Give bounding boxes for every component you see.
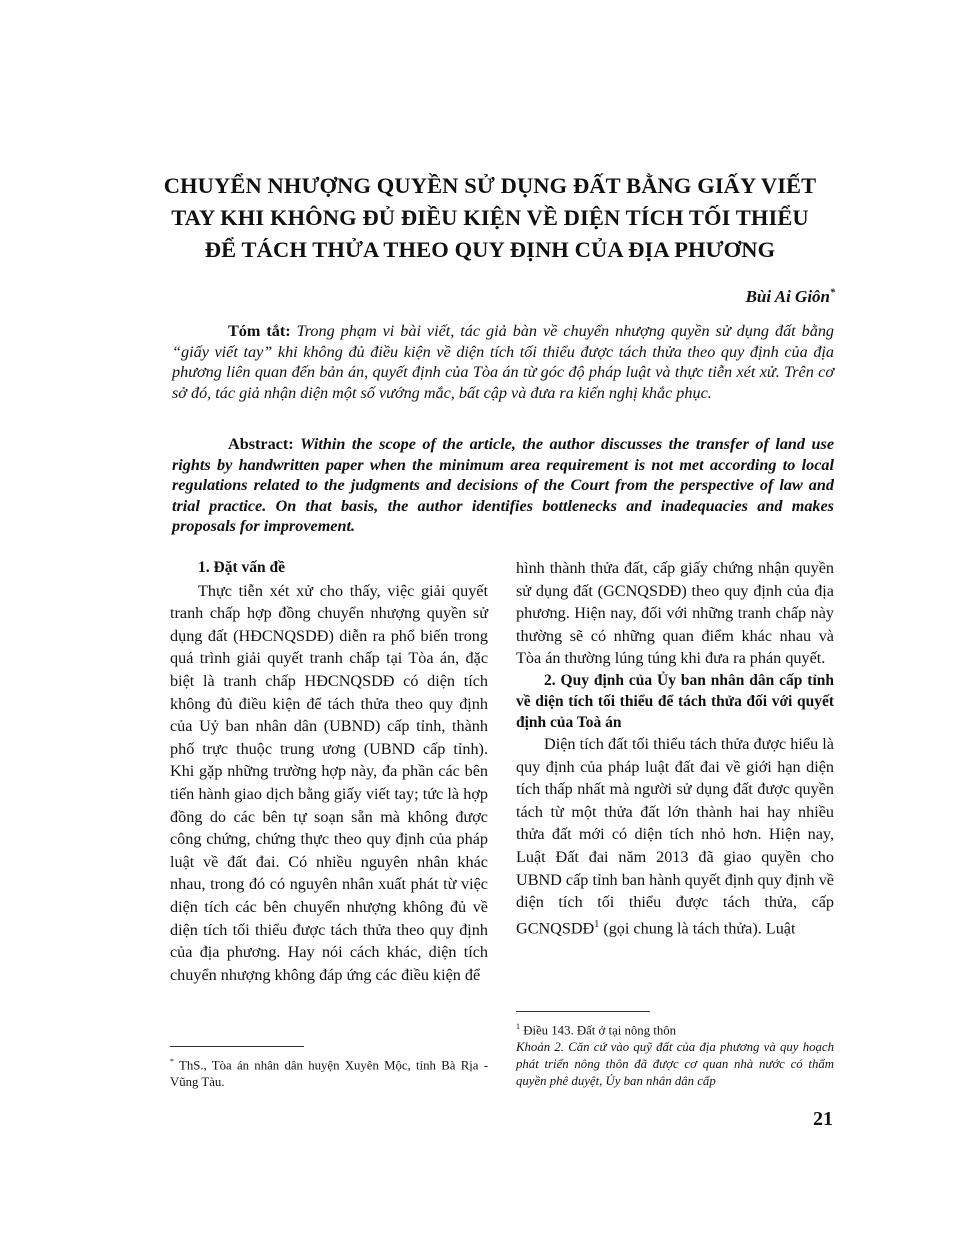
author xyxy=(746,287,835,307)
section-2-heading: 2. Quy định của Ủy ban nhân dân cấp tỉnh về diện tích tối thiểu để tách thửa đối với quyết định của Toà án xyxy=(516,671,834,731)
abstract-vi-label: Tóm tắt: xyxy=(228,322,291,340)
page-number: 21 xyxy=(813,1108,833,1130)
title-line-3: ĐỂ TÁCH THỬA THEO QUY ĐỊNH CỦA ĐỊA PHƯƠNG xyxy=(204,237,776,262)
section-1-paragraph: Thực tiễn xét xử cho thấy, việc giải quyết tranh chấp hợp đồng chuyển nhượng quyền sử dụng đất (HĐCNQSDĐ) diễn ra phổ biến trong quá trình giải quyết tranh chấp tại Tòa án, đặc biệt là tranh chấp HĐCNQSDĐ có diện tích không đủ điều kiện để tách thửa theo quy định của Uỷ ban nhân dân (UBND) cấp tỉnh, thành phố trực thuộc trung ương (UBND cấp tỉnh). Khi gặp những trường hợp này, đa phần các bên tiến hành giao dịch bằng giấy viết tay; tức là hợp đồng do các bên tự soạn sẵn mà không được công chứng, chứng thực theo quy định của pháp luật về đất đai. Có nhiều nguyên nhân khác nhau, trong đó có nguyên nhân xuất phát từ việc diện tích các bên chuyển nhượng không đủ về diện tích tối thiểu được tách thửa theo quy định của địa phương. Hay nói cách khác, diện tích chuyển nhượng không đáp ứng các điều kiện để xyxy=(170,581,488,984)
right-column xyxy=(516,557,834,940)
footnote-1-line1 xyxy=(516,1018,834,1039)
footnote-divider-left xyxy=(170,1046,304,1047)
author-footnote-mark: * xyxy=(830,287,835,299)
footnote-1-heading: Điều 143. Đất ở tại nông thôn xyxy=(520,1023,677,1038)
abstract-vi-text: Trong phạm vi bài viết, tác giả bàn về chuyển nhượng quyền sử dụng đất bằng “giấy viết tay” khi không đủ điều kiện về diện tích tối thiểu được tách thửa theo quy định của địa phương liên quan đến bản án, quyết định của Tòa án từ góc độ pháp luật và thực tiễn xét xử. Trên cơ sở đó, tác giả nhận diện một số vướng mắc, bất cập và đưa ra kiến nghị khắc phục. xyxy=(172,322,835,402)
footnote-ref-1[interactable]: 1 xyxy=(594,918,600,930)
title-line-2: TAY KHI KHÔNG ĐỦ ĐIỀU KIỆN VỀ DIỆN TÍCH TỐI THIỂU xyxy=(171,205,809,230)
title-line-1: CHUYỂN NHƯỢNG QUYỀN SỬ DỤNG ĐẤT BẰNG GIẤY VIẾT xyxy=(163,173,817,198)
footnote-divider-right xyxy=(516,1011,650,1012)
section-1-heading: 1. Đặt vấn đề xyxy=(198,559,285,576)
section-2-paragraph xyxy=(516,733,834,940)
left-column xyxy=(170,557,488,986)
abstract-vietnamese xyxy=(172,321,834,403)
footnote-1-mark: 1 xyxy=(516,1022,520,1031)
author-name: Bùi Ai Giôn xyxy=(745,287,830,306)
abstract-en-label: Abstract: xyxy=(228,435,294,453)
footnote-1-body: Khoản 2. Căn cứ vào quỹ đất của địa phương và quy hoạch phát triển nông thôn đã được cơ quan nhà nước có thẩm quyền phê duyệt, Ủy ban nhân dân cấp xyxy=(516,1040,834,1089)
article-title xyxy=(150,170,830,266)
abstract-en-text: Within the scope of the article, the author discusses the transfer of land use rights by handwritten paper when the minimum area requirement is not met according to local regulations related to the judgments and decisions of the Court from the perspective of law and trial practice. On that basis, the author identifies bottlenecks and inadequacies and makes proposals for improvement. xyxy=(172,435,835,535)
section-1-continuation: hình thành thửa đất, cấp giấy chứng nhận quyền sử dụng đất (GCNQSDĐ) theo quy định của địa phương. Hiện nay, đối với những tranh chấp này thường sẽ có những quan điểm khác nhau và Tòa án thường lúng túng khi đưa ra phán quyết. xyxy=(516,559,834,668)
section-2-tail: (gọi chung là tách thửa). Luật xyxy=(599,919,796,938)
footnote-author-text: ThS., Tòa án nhân dân huyện Xuyên Mộc, tỉnh Bà Rịa - Vũng Tàu. xyxy=(170,1058,488,1090)
footnote-1 xyxy=(516,1018,834,1090)
footnote-author-mark: * xyxy=(170,1057,174,1066)
section-2-text: Diện tích đất tối thiểu tách thửa được hiểu là quy định của pháp luật đất đai về giới hạn diện tích thấp nhất mà người sử dụng đất được quyền tách từ một thửa đất lớn thành hai hay nhiều thửa đất mới có diện tích nhỏ hơn. Hiện nay, Luật Đất đai năm 2013 đã giao quyền cho UBND cấp tỉnh ban hành quyết định quy định về diện tích tối thiểu được tách thửa, cấp GCNQSDĐ xyxy=(516,734,834,938)
footnote-author xyxy=(170,1053,488,1091)
abstract-english xyxy=(172,434,834,537)
